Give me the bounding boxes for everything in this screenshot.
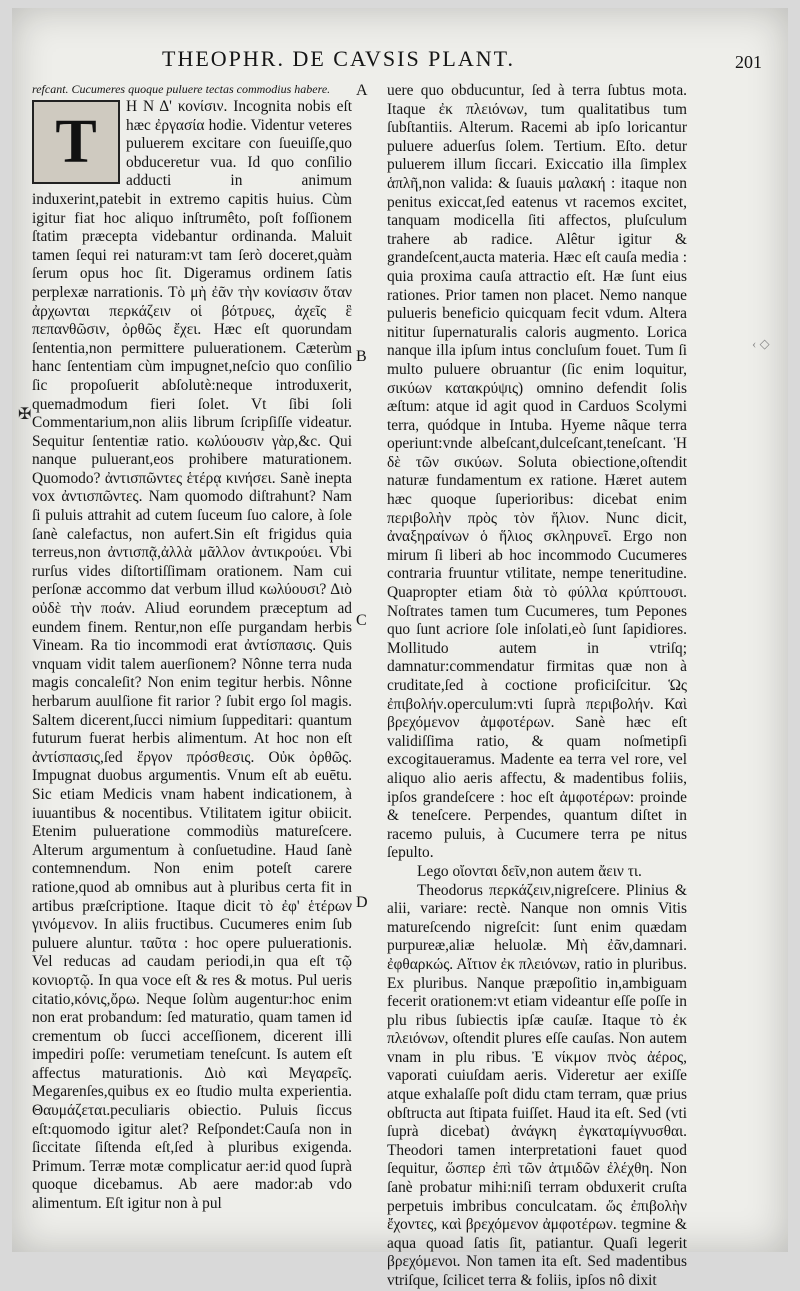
margin-ornament-icon: ✠ [18,406,32,423]
right-column [387,82,687,1291]
page-number: 201 [735,52,762,72]
incipit-line: refcant. Cucumeres quoque puluere tectas commodius habere. [32,82,331,96]
margin-letter-b: B [356,348,367,365]
left-paragraph: Η Ν Δ' κονίσιν. Incognita nobis eſt hæc ἐργασία hodie. Videntur veteres puluerem excitare con ſueuiſſe,quo obduceretur vua. Id quo conſilio adducti in animum induxerint,patebit in extremo capitis huius. Cùm igitur fiat hoc aliquo inſtrumêto, poſt foſſionem ſtatim præcepta videbantur ordinanda. Maluit tamen ſequi rei naturam:vt tam ſerò doceret,quàm ſerum opus hoc ſit. Digeramus ordinem ſatis perplexæ narrationis. Τὸ μὴ ἐᾶν τὴν κονίασιν ὅταν ἀρχωνται περκάζειν οἱ βότρυες, ἀχεῖς ἓ πεπανθῶσιν, ὀρθῶς ἔχει. Hæc eſt quorundam ſententia,non permittere puluerationem. Cæterùm hanc ſententiam cùm impugnet,neſcio quo conſilio ſic propoſuerit abſolutè:neque introduxerit, quemadmodum fieri ſolet. Vt ſibi ſoli Commentarium,non aliis librum ſcripſiſſe videatur. Sequitur ſententiæ ratio. κωλύουσιν γὰρ,&c. Qui nanque puluerant,eos prohibere maturationem. Quomodo? ἀντισπῶντες ἑτέρᾳ κινήσει. Sanè inepta vox ἀντισπῶντες. Nam quomodo diſtrahunt? Nam ſi puluis attrahit ad cutem ſuceum ſuo calore, à ſole ſanè calefactus, non aufert.Sin eſt frigidus quia terreus,non ἀντισπᾷ,ἀλλὰ μᾶλλον ἀντικρούει. Vbi rurſus vides diſtortiſſimam orationem. Nam cui perſonæ accommo dat verbum illud κωλύουσι? Διὸ οὐδὲ τὴν ποάν. Aliud eorundem præceptum ad eundem finem. Rentur,non eſſe purgandam herbis Vineam. Ra tio incommodi erat ἀντίσπασις. Quis vnquam vidit talem auerſionem? Nônne terra nuda magis concaleſit? Non enim tegitur herbis. Nônne herbarum auulſione fit rarior ? ſubit ergo ſol magis. Saltem dicerent,ſucci nimium ſuppeditari: quantum futurum fuerat herbis alimentum. At hoc non eſt ἀντίσπασις,ſed ἔργον πρόσθεσις. Οὐκ ὀρθῶς. Impugnat duobus argumentis. Vnum eſt ab euētu. Sic etiam Medicis vnam habent indicationem, à iuuantibus & nocentibus. Vtilitatem igitur obiicit. Etenim pulueratione commodiùs matureſcere. Alterum argumentum à conſuetudine. Haud ſanè contemnendum. Non enim poteſt carere ratione,quod ab omnibus aut à pluribus certa fit in artibus præſcriptione. Itaque dicit τὸ ἐφ' ἑτέρων γινόμενον. In aliis fructibus. Cucumeres enim ſub puluere aluntur. ταῦτα : hoc opere puluerationis. Vel reducas ad caudam periodi,in qua eſt τῷ κονιορτῷ. In qua voce eſt & res & motus. Pul ueris citatio,κόνις,ὄρω. Neque ſolùm augentur:hoc enim non erat probandum: ſed maturatio, quam tamen id crementum ob ſucci acceſſionem, dicerent illi impediri poſſe: verumetiam teneſcunt. Is autem eſt affectus maturationis. Διὸ καὶ Μεγαρεῖς. Megarenſes,quibus ex eo ſtudio multa experientia. Θαυμάζεται.peculiaris obiectio. Puluis ſiccus eſt:quomodo igitur alet? Reſpondet:Cauſa non in ſiccitate ſiſtenda eſt,ſed à pluribus exigenda. Primum. Terræ motæ complicatur aer:id quod ſuprà quoque dicebamus. Ab aere mador:ab vdo alimentum. Eſt igitur non à pul [32,98,352,1213]
margin-letter-c: C [356,612,367,629]
right-paragraph-2: Theodorus περκάζειν,nigreſcere. Plinius & alii, variare: rectè. Nanque non omnis Vitis matureſcendo nigreſcit: ſunt enim quædam purpureæ,aliæ heluolæ. Μὴ ἐᾶν,damnari. ἐφθαρκώς. Αἴτιον ἐκ πλειόνων, ratio in pluribus. Ex pluribus. Nanque præpoſitio in,ambiguam fecerit orationem:vt etiam videantur eſſe poſſe in plu ribus ſubiectis ipſæ cauſæ. Itaque τὸ ἐκ πλειόνων, oſtendit plures eſſe cauſas. Non autem vnam in plu ribus. Ἐ νίκμον πνὸς ἀέρος, vaporati cuiuſdam aeris. Videretur aer exiſſe atque exhalaſſe poſt didu ctam terram, quæ prius obſtructa aut ſtipata fuiſſet. Haud ita eſt. Sed (vti ſuprà dicebat) ἀνάγκη ἐγκαταμίγνυσθαι. Theodori tamen interpretationi fauet quod ſequitur, ὥσπερ ἐπὶ τῶν ἀτμιδῶν ἐλέχθη. Non ſanè probatur mihi:niſi terram obduxerit cruſta perpetuis imbribus conculcatam. ὥς ἐπιβολὴν ἔχοντες, καὶ βρεχόμενον ἀμφοτέρων. tegmine & aqua quoad ſatis ſit, patiantur. Quaſi legerit βρεχόμενοι. Non tamen ita eſt. Sed madentibus vtriſque, ſcilicet terra & foliis, ipſos nô dixit [387,881,687,1289]
book-page [12,8,788,1289]
initial-letter: T [55,108,97,176]
right-paragraph: uere quo obducuntur, ſed à terra ſubtus mota. Itaque ἐκ πλειόνων, tum qualitatibus tum ſubſtantiis. Alterum. Racemi ab ipſo loricantur puluere aduerſus ſolem. Tertium. Eſto. detur puluerem illum ſiccari. Exiccatio illa ſimplex ἁπλῆ,non valida: & ſuauis μαλακή : itaque non penitus exiccat,ſed eatenus vt racemos excitet, tanquam modicella ſiti affectos, pluſculum trahere ab radice. Alêtur igitur & grandeſcent,aucta materia. Hæc eſt cauſa media : quia proxima cauſa attractio eſt. Hæ ſunt eius rationes. Prior tamen non placet. Nemo nanque pulueris beneficio quicquam fecit vdum. Altera nititur ſupernaturalis caloris augmento. Lorica nanque illa ipſum intus concluſum fouet. Tum ſi multo puluere obruantur (ſic enim loquitur, σικύων κατακρύψις) omnino defendit ſolis æſtum: atque id agit quod in Carduos Scolymi terra, quódque in Intuba. Hyeme nãque terra operiunt:vnde albeſcant,dulceſcant,teneſcant. Ἡ δὲ τῶν σικύων. Soluta obiectione,oſtendit naturæ fundamentum ex ratione. Hæret autem hæc quoque ſuperioribus: dicebat enim περιβολὴν πρὸς τὸν ἥλιον. Nunc dicit, ἀναξηραίνων ὁ ἥλιος σκληρυνεῖ. Ergo non mirum ſi liberi ab hoc incommodo Cucumeres contraria fruuntur vtilitate, nempe teneritudine. Quapropter etiam διὰ τὸ φύλλα κρύπτουσι. Noſtrates tamen tum Cucumeres, tum Pepones quo ſunt acriore ſole inſolati,eò ſunt ſapidiores. Mollitudo autem in vtriſq; damnatur:commendatur firmitas quæ non à cruditate,ſed à coctione proficiſcitur. Ὡς ἐπιβολήν.operculum:vti ſuprà περιβολήν. Καὶ βρεχόμενον ἀμφοτέρων. Sanè hæc eſt validiſſima ratio, & quam noſmetipſi excogitaueramus. Madente ea terra vel rore, vel aliquo alio aeris affectu, & madentibus foliis, ipſos grandeſcere : hoc eſt ἀμφοτέρων: proinde & teneſcere. Perpendes, quantum diſtet in racemo puluis, à Cucumere terra pe nitus ſepulto. [387,82,687,862]
margin-letter-d: D [356,894,368,911]
running-head: THEOPHR. DE CAVSIS PLANT. [162,46,515,71]
lego-line: Lego οἴονται δεῖν,non autem ἄειν τι. [417,862,642,880]
decorated-initial [32,100,120,184]
left-column [32,82,352,1214]
margin-mark: ‹ ◇ [752,336,770,351]
margin-letter-a: A [356,82,368,99]
